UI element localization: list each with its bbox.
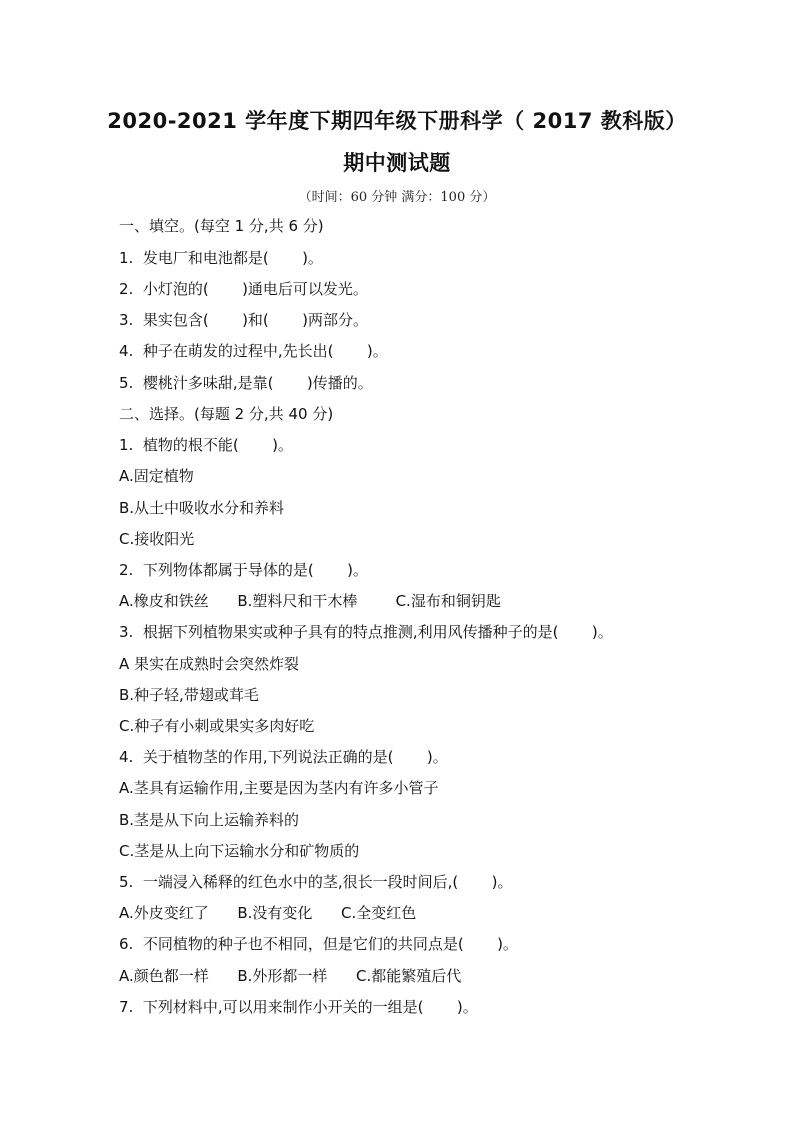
question-line: 1. 发电厂和电池都是( )。 <box>119 249 323 267</box>
document-title: 2020-2021 学年度下期四年级下册科学（ 2017 教科版） <box>107 109 687 133</box>
question-line: 3. 根据下列植物果实或种子具有的特点推测,利用风传播种子的是( )。 <box>119 623 613 641</box>
option-line: A.颜色都一样 B.外形都一样 C.都能繁殖后代 <box>119 967 462 985</box>
question-line: 6. 不同植物的种子也不相同，但是它们的共同点是( )。 <box>119 935 518 953</box>
question-line: 2. 下列物体都属于导体的是( )。 <box>119 561 368 579</box>
option-line: C.茎是从上向下运输水分和矿物质的 <box>119 842 360 860</box>
section-heading: 二、选择。(每题 2 分,共 40 分) <box>119 405 334 423</box>
option-line: C.种子有小刺或果实多肉好吃 <box>119 717 315 735</box>
option-line: B.种子轻,带翅或茸毛 <box>119 686 259 704</box>
option-line: A.外皮变红了 B.没有变化 C.全变红色 <box>119 904 417 922</box>
question-line: 5. 樱桃汁多味甜,是靠( )传播的。 <box>119 374 373 392</box>
option-line: A 果实在成熟时会突然炸裂 <box>119 655 300 673</box>
question-line: 5. 一端浸入稀释的红色水中的茎,很长一段时间后,( )。 <box>119 873 513 891</box>
question-line: 2. 小灯泡的( )通电后可以发光。 <box>119 280 368 298</box>
option-line: A.固定植物 <box>119 467 194 485</box>
question-line: 4. 种子在萌发的过程中,先长出( )。 <box>119 342 388 360</box>
question-line: 1. 植物的根不能( )。 <box>119 436 293 454</box>
question-line: 3. 果实包含( )和( )两部分。 <box>119 311 369 329</box>
question-line: 4. 关于植物茎的作用,下列说法正确的是( )。 <box>119 748 448 766</box>
exam-meta: （时间：60 分钟 满分：100 分） <box>298 190 496 205</box>
option-line: B.茎是从下向上运输养料的 <box>119 811 300 829</box>
option-line: C.接收阳光 <box>119 530 195 548</box>
document-subtitle: 期中测试题 <box>343 151 451 175</box>
section-heading: 一、填空。(每空 1 分,共 6 分) <box>119 217 324 235</box>
option-line: B.从土中吸收水分和养料 <box>119 499 285 517</box>
question-line: 7. 下列材料中,可以用来制作小开关的一组是( )。 <box>119 998 478 1016</box>
option-line: A.橡皮和铁丝 B.塑料尺和干木棒 C.湿布和铜钥匙 <box>119 592 501 610</box>
option-line: A.茎具有运输作用,主要是因为茎内有许多小管子 <box>119 779 439 797</box>
